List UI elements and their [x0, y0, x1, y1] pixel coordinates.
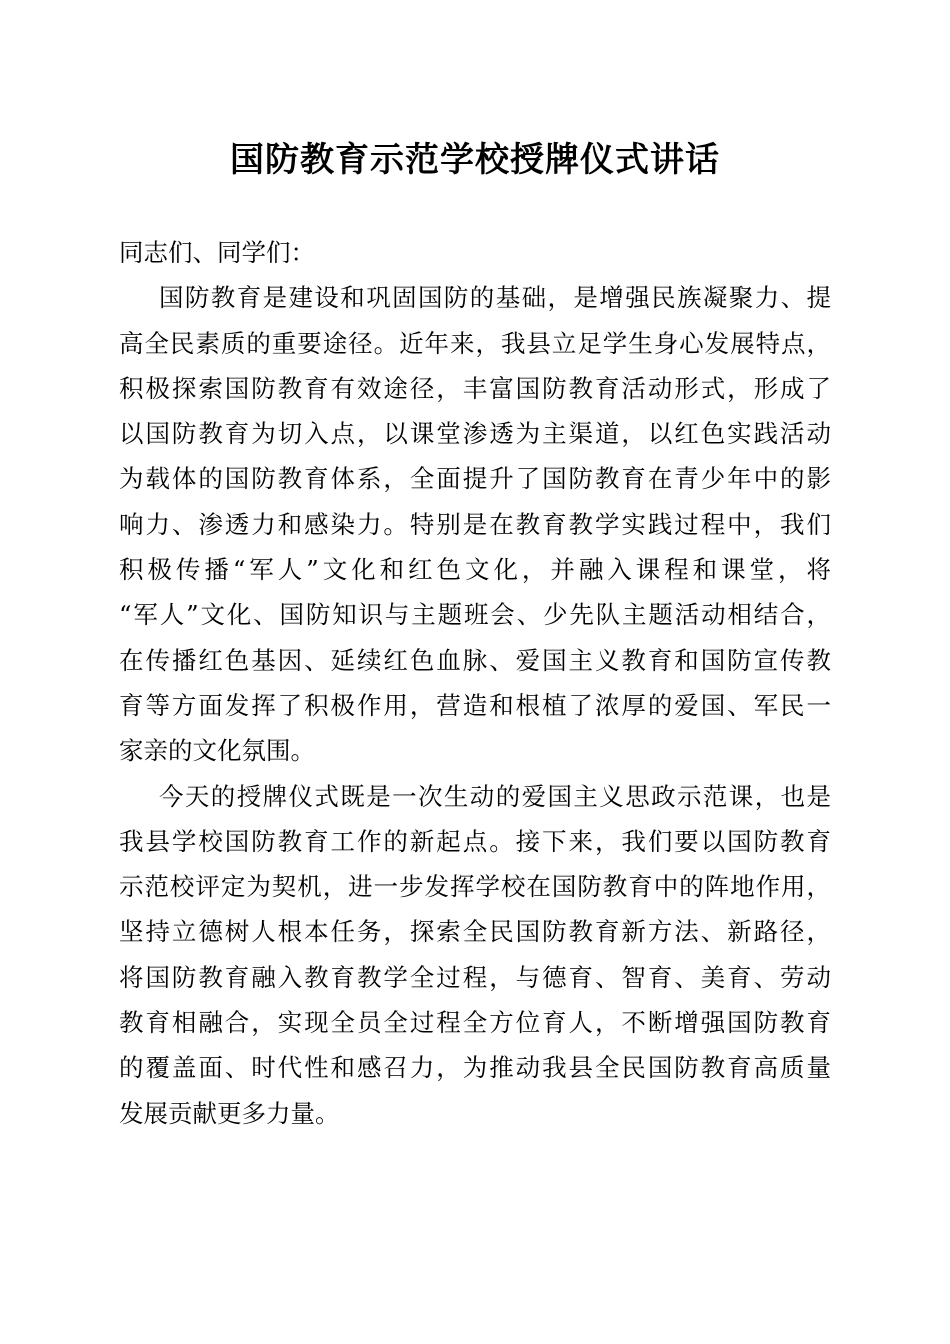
paragraph-line: 积极传播“军人”文化和红色文化，并融入课程和课堂，将	[119, 555, 831, 585]
paragraph-line: 发展贡献更多力量。	[119, 1098, 340, 1128]
paragraph-2	[119, 780, 831, 1142]
paragraph-line: 国防教育是建设和巩固国防的基础，是增强民族凝聚力、提	[159, 283, 831, 313]
paragraph-1	[119, 281, 831, 779]
paragraph-line: 的覆盖面、时代性和感召力，为推动我县全民国防教育高质量	[119, 1053, 831, 1083]
document-title: 国防教育示范学校授牌仪式讲话	[230, 140, 720, 180]
paragraph-line: “军人”文化、国防知识与主题班会、少先队主题活动相结合，	[119, 600, 831, 630]
paragraph-line: 响力、渗透力和感染力。特别是在教育教学实践过程中，我们	[119, 509, 831, 539]
document-body	[119, 236, 831, 1142]
paragraph-line: 家亲的文化氛围。	[119, 736, 315, 766]
paragraph-line: 为载体的国防教育体系，全面提升了国防教育在青少年中的影	[119, 464, 831, 494]
paragraph-line: 在传播红色基因、延续红色血脉、爱国主义教育和国防宣传教	[119, 645, 831, 675]
paragraph-line: 教育相融合，实现全员全过程全方位育人，不断增强国防教育	[119, 1008, 831, 1038]
paragraph-line: 高全民素质的重要途径。近年来，我县立足学生身心发展特点，	[119, 328, 831, 358]
paragraph-line: 育等方面发挥了积极作用，营造和根植了浓厚的爱国、军民一	[119, 690, 831, 720]
paragraph-line: 积极探索国防教育有效途径，丰富国防教育活动形式，形成了	[119, 373, 831, 403]
greeting: 同志们、同学们：	[119, 238, 315, 267]
paragraph-line: 坚持立德树人根本任务，探索全民国防教育新方法、新路径，	[119, 917, 831, 947]
paragraph-line: 以国防教育为切入点，以课堂渗透为主渠道，以红色实践活动	[119, 419, 831, 449]
paragraph-line: 我县学校国防教育工作的新起点。接下来，我们要以国防教育	[119, 826, 831, 856]
paragraph-line: 将国防教育融入教育教学全过程，与德育、智育、美育、劳动	[119, 962, 831, 992]
paragraph-line: 今天的授牌仪式既是一次生动的爱国主义思政示范课，也是	[159, 781, 831, 811]
paragraph-line: 示范校评定为契机，进一步发挥学校在国防教育中的阵地作用，	[119, 872, 831, 902]
